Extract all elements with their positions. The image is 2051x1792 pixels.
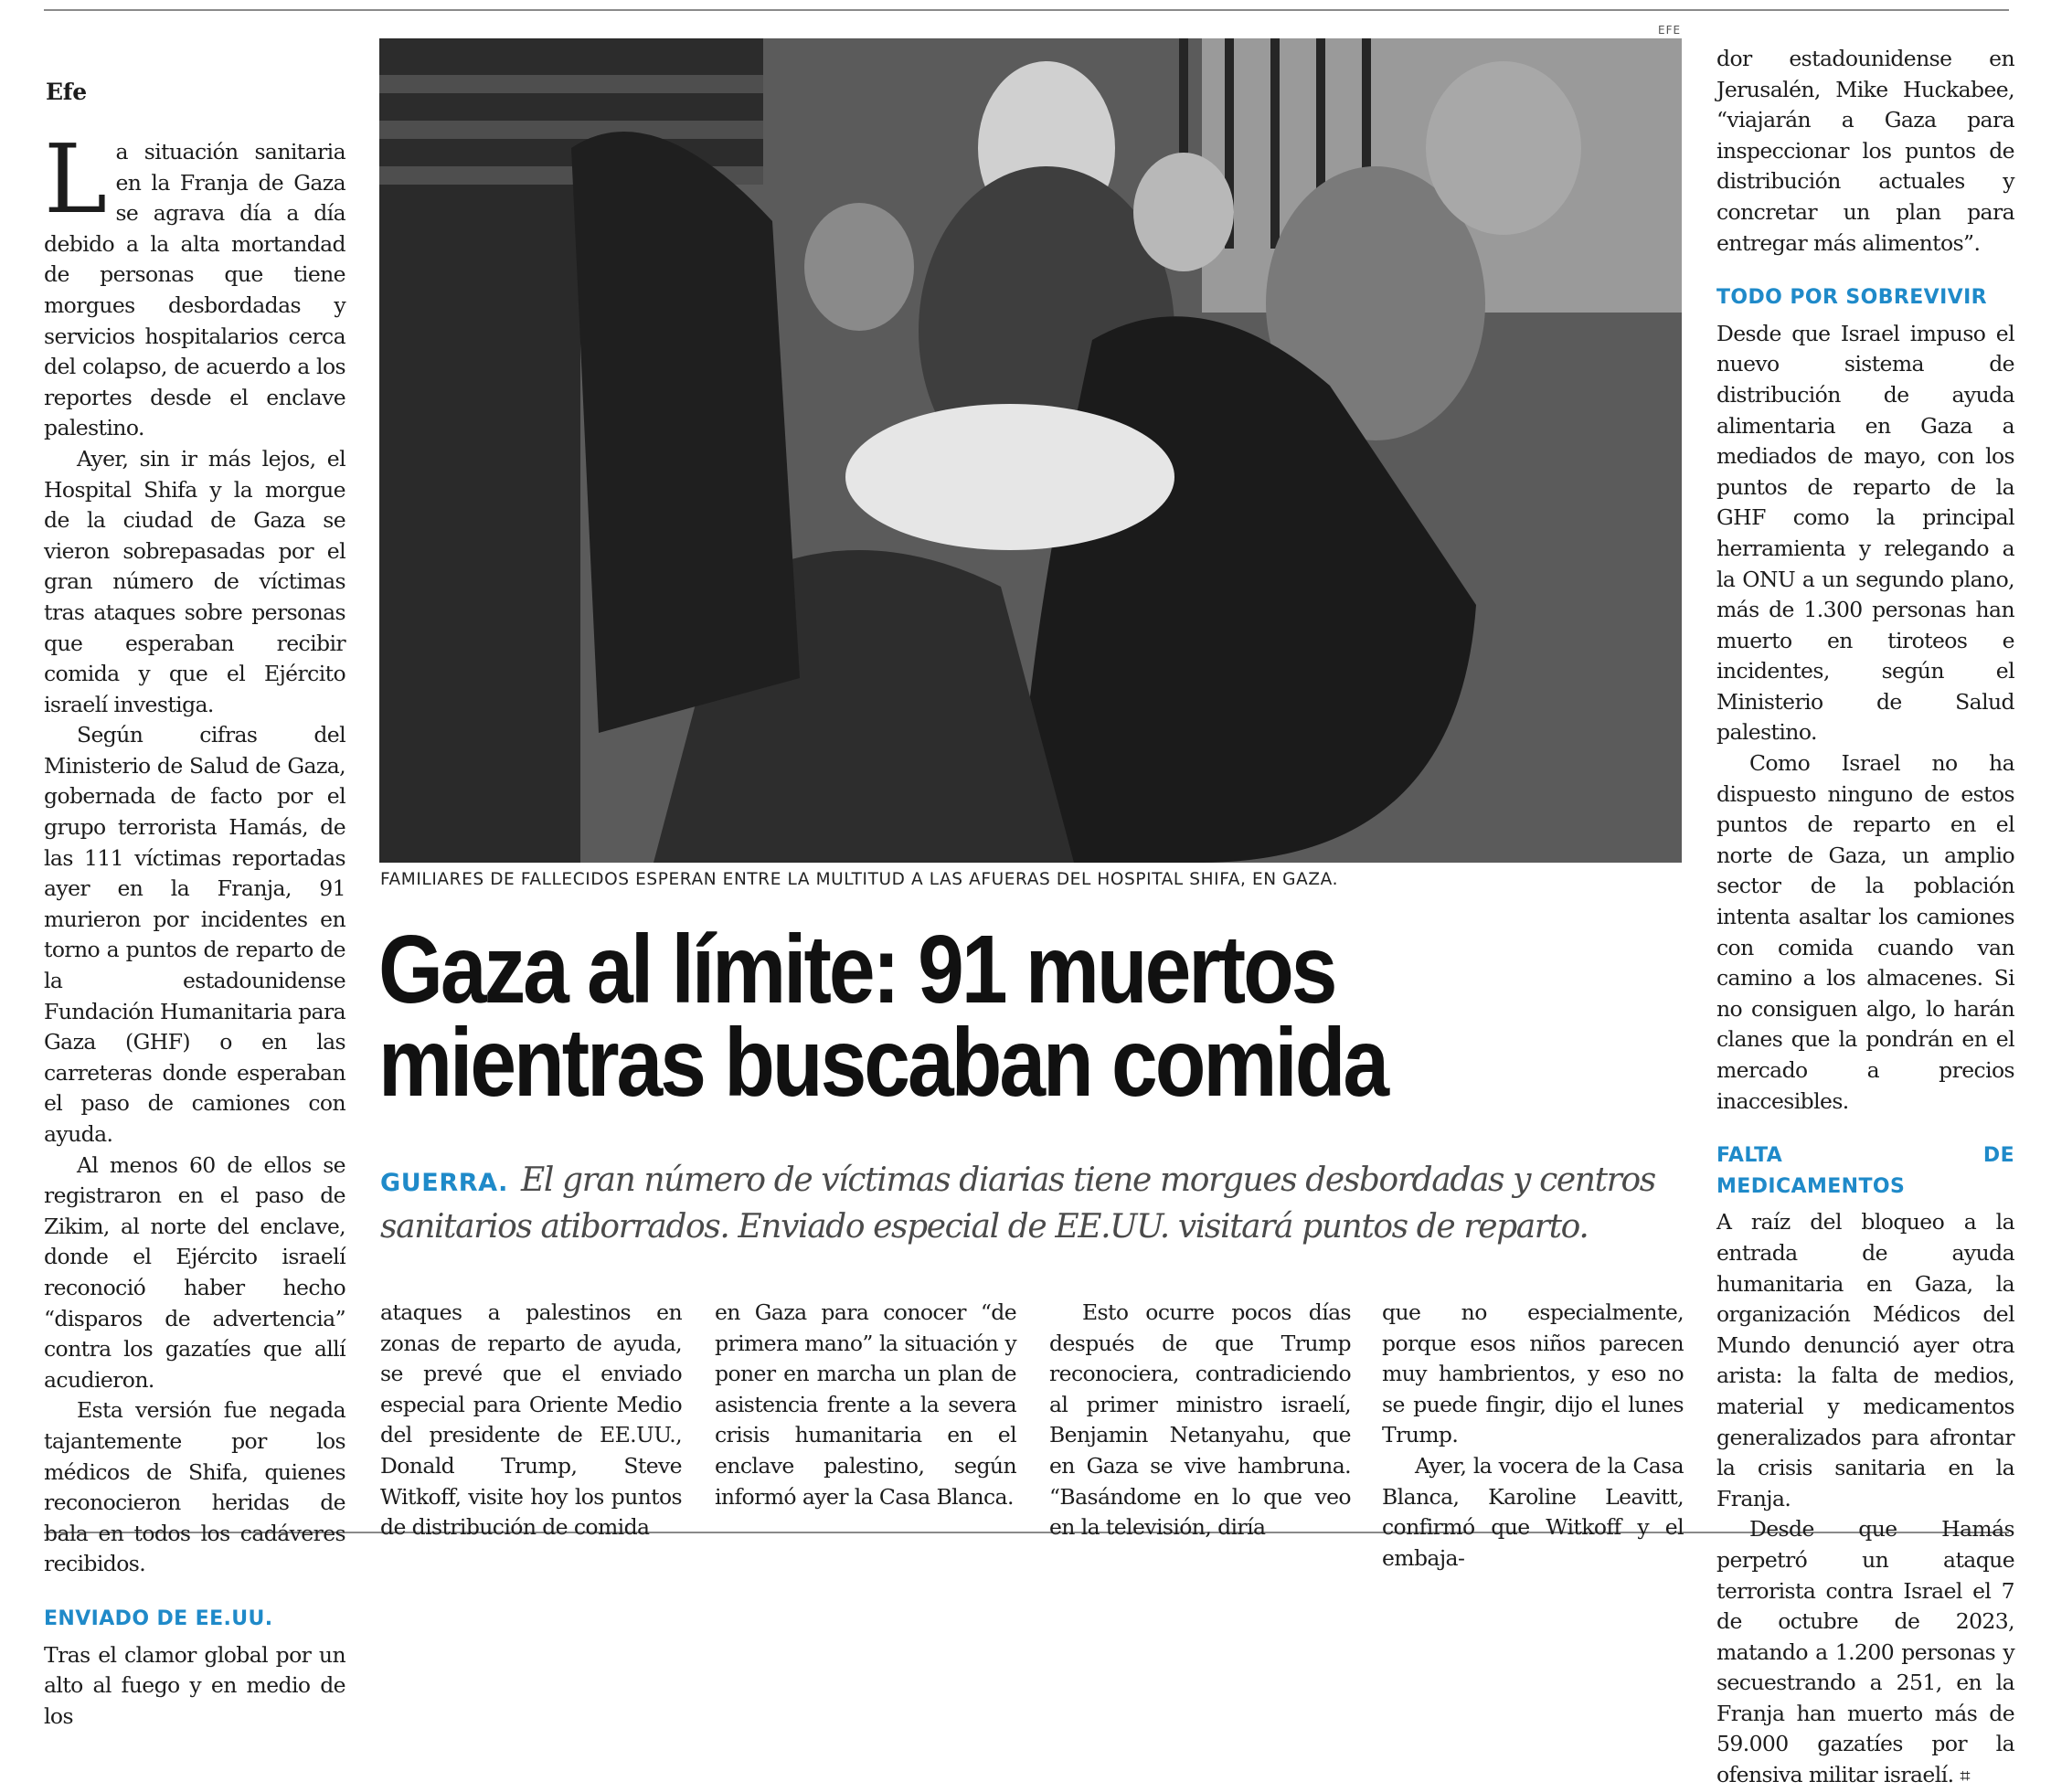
section-heading: FALTA DE MEDICAMENTOS bbox=[1716, 1144, 2014, 1198]
deck-text: El gran número de víctimas diarias tiene morgues desbordadas y centros sanitarios atiborrados. Enviado especial de EE.UU. visitará puntos de reparto. bbox=[380, 1161, 1655, 1246]
article-column-6 bbox=[1716, 44, 2014, 1792]
headline-line-1: Gaza al límite: 91 muertos bbox=[378, 916, 1335, 1023]
paragraph: en Gaza para conocer “de primera mano” la situación y poner en marcha un plan de asistencia frente a la severa crisis humanitaria en el enclave palestino, según informó ayer la Casa Blanca. bbox=[715, 1299, 1016, 1510]
paragraph: Al menos 60 de ellos se registraron en el paso de Zikim, al norte del enclave, donde el Ejército israelí reconoció haber hecho “disparos de advertencia” contra los gazatíes que allí acudieron. bbox=[44, 1151, 345, 1393]
drop-cap: L bbox=[44, 123, 107, 235]
article-column-5 bbox=[1382, 1298, 1684, 1574]
paragraph: Ayer, sin ir más lejos, el Hospital Shifa y la morgue de la ciudad de Gaza se vieron sobrepasadas por el gran número de víctimas tras ataques sobre personas que esperaban recibir comida y que el Ejército israelí investiga. bbox=[44, 445, 345, 717]
paragraph: Desde que Israel impuso el nuevo sistema de distribución de ayuda alimentaria en Gaza a mediados de mayo, con los puntos de reparto de la GHF como la principal herramienta y relegando a la ONU a un segundo plano, más de 1.300 personas han muerto en tiroteos e incidentes, según el Ministerio de Salud palestino. bbox=[1716, 320, 2014, 746]
headline bbox=[378, 916, 1706, 1117]
deck bbox=[380, 1159, 1678, 1249]
paragraph: dor estadounidense en Jerusalén, Mike Huckabee, “viajarán a Gaza para inspeccionar los puntos de distribución actuales y concretar un plan para entregar más alimentos”. bbox=[1716, 46, 2014, 256]
top-rule bbox=[44, 9, 2009, 11]
paragraph: Según cifras del Ministerio de Salud de Gaza, gobernada de facto por el grupo terrorista Hamás, de las 111 víctimas reportadas ayer en la Franja, 91 murieron por incidentes en torno a puntos de reparto de la estadounidense Fundación Humanitaria para Gaza (GHF) o en las carreteras donde esperaban el paso de camiones con ayuda. bbox=[44, 722, 346, 1147]
article-column-1 bbox=[44, 123, 346, 1732]
paragraph-text: a situación sanitaria en la Franja de Gaza se agrava día a día debido a la alta mortandad de personas que tiene morgues desbordadas y servicios hospitalarios cerca del colapso, de acuerdo a los reportes desde el enclave palestino. bbox=[44, 139, 345, 441]
paragraph: Esto ocurre pocos días después de que Trump reconociera, contradiciendo al primer ministro israelí, Benjamin Netanyahu, que en Gaza se vive hambruna. “Basándome en lo que veo en la televisión, diría bbox=[1049, 1299, 1351, 1541]
paragraph-text: Desde que Hamás perpetró un ataque terrorista contra Israel el 7 de octubre de 2023, matando a 1.200 personas y secuestrando a 251, en la Franja han muerto más de 59.000 gazatíes por la ofensiva militar israelí. bbox=[1716, 1516, 2014, 1788]
byline: Efe bbox=[46, 79, 87, 105]
paragraph: A raíz del bloqueo a la entrada de ayuda humanitaria en Gaza, la organización Médicos del Mundo denunció ayer otra arista: la falta de medios, material y medicamentos generalizados para afrontar la crisis sanitaria en la Franja. bbox=[1716, 1209, 2014, 1511]
paragraph: Esta versión fue negada tajantemente por los médicos de Shifa, quienes reconocieron heridas de bala en todos los cadáveres recibidos. bbox=[44, 1397, 345, 1577]
article-column-2 bbox=[380, 1298, 682, 1543]
section-heading: ENVIADO DE EE.UU. bbox=[44, 1606, 273, 1630]
paragraph: Tras el clamor global por un alto al fuego y en medio de los bbox=[44, 1641, 345, 1729]
lead-paragraph bbox=[44, 123, 345, 444]
paragraph bbox=[1716, 1514, 2014, 1791]
photo-illustration bbox=[379, 38, 1682, 863]
photo-caption: FAMILIARES DE FALLECIDOS ESPERAN ENTRE LA MULTITUD A LAS AFUERAS DEL HOSPITAL SHIFA, EN GAZA. bbox=[380, 870, 1339, 889]
paragraph: Ayer, la vocera de la Casa Blanca, Karoline Leavitt, confirmó que Witkoff y el embaja- bbox=[1382, 1452, 1684, 1571]
paragraph: Como Israel no ha dispuesto ninguno de estos puntos de reparto en el norte de Gaza, un amplio sector de la población intenta asaltar los camiones con comida cuando van camino a los almacenes. Si no consiguen algo, lo harán clanes que la pondrán en el mercado a precios inaccesibles. bbox=[1716, 750, 2014, 1114]
article-column-3 bbox=[715, 1298, 1016, 1512]
news-photo bbox=[379, 38, 1682, 863]
paragraph: que no especialmente, porque esos niños parecen muy hambrientos, y eso no se puede fingir, dijo el lunes Trump. bbox=[1382, 1299, 1684, 1448]
headline-line-2: mientras buscaban comida bbox=[378, 1009, 1387, 1117]
end-mark-icon: ⌗ bbox=[1960, 1765, 1970, 1787]
article-column-4 bbox=[1049, 1298, 1351, 1543]
paragraph: ataques a palestinos en zonas de reparto de ayuda, se prevé que el enviado especial para Oriente Medio del presidente de EE.UU., Donald Trump, Steve Witkoff, visite hoy los puntos de distribución de comida bbox=[380, 1299, 682, 1541]
photo-credit: EFE bbox=[1658, 24, 1682, 37]
deck-tag: GUERRA. bbox=[380, 1169, 508, 1197]
section-heading: TODO POR SOBREVIVIR bbox=[1716, 286, 1988, 310]
